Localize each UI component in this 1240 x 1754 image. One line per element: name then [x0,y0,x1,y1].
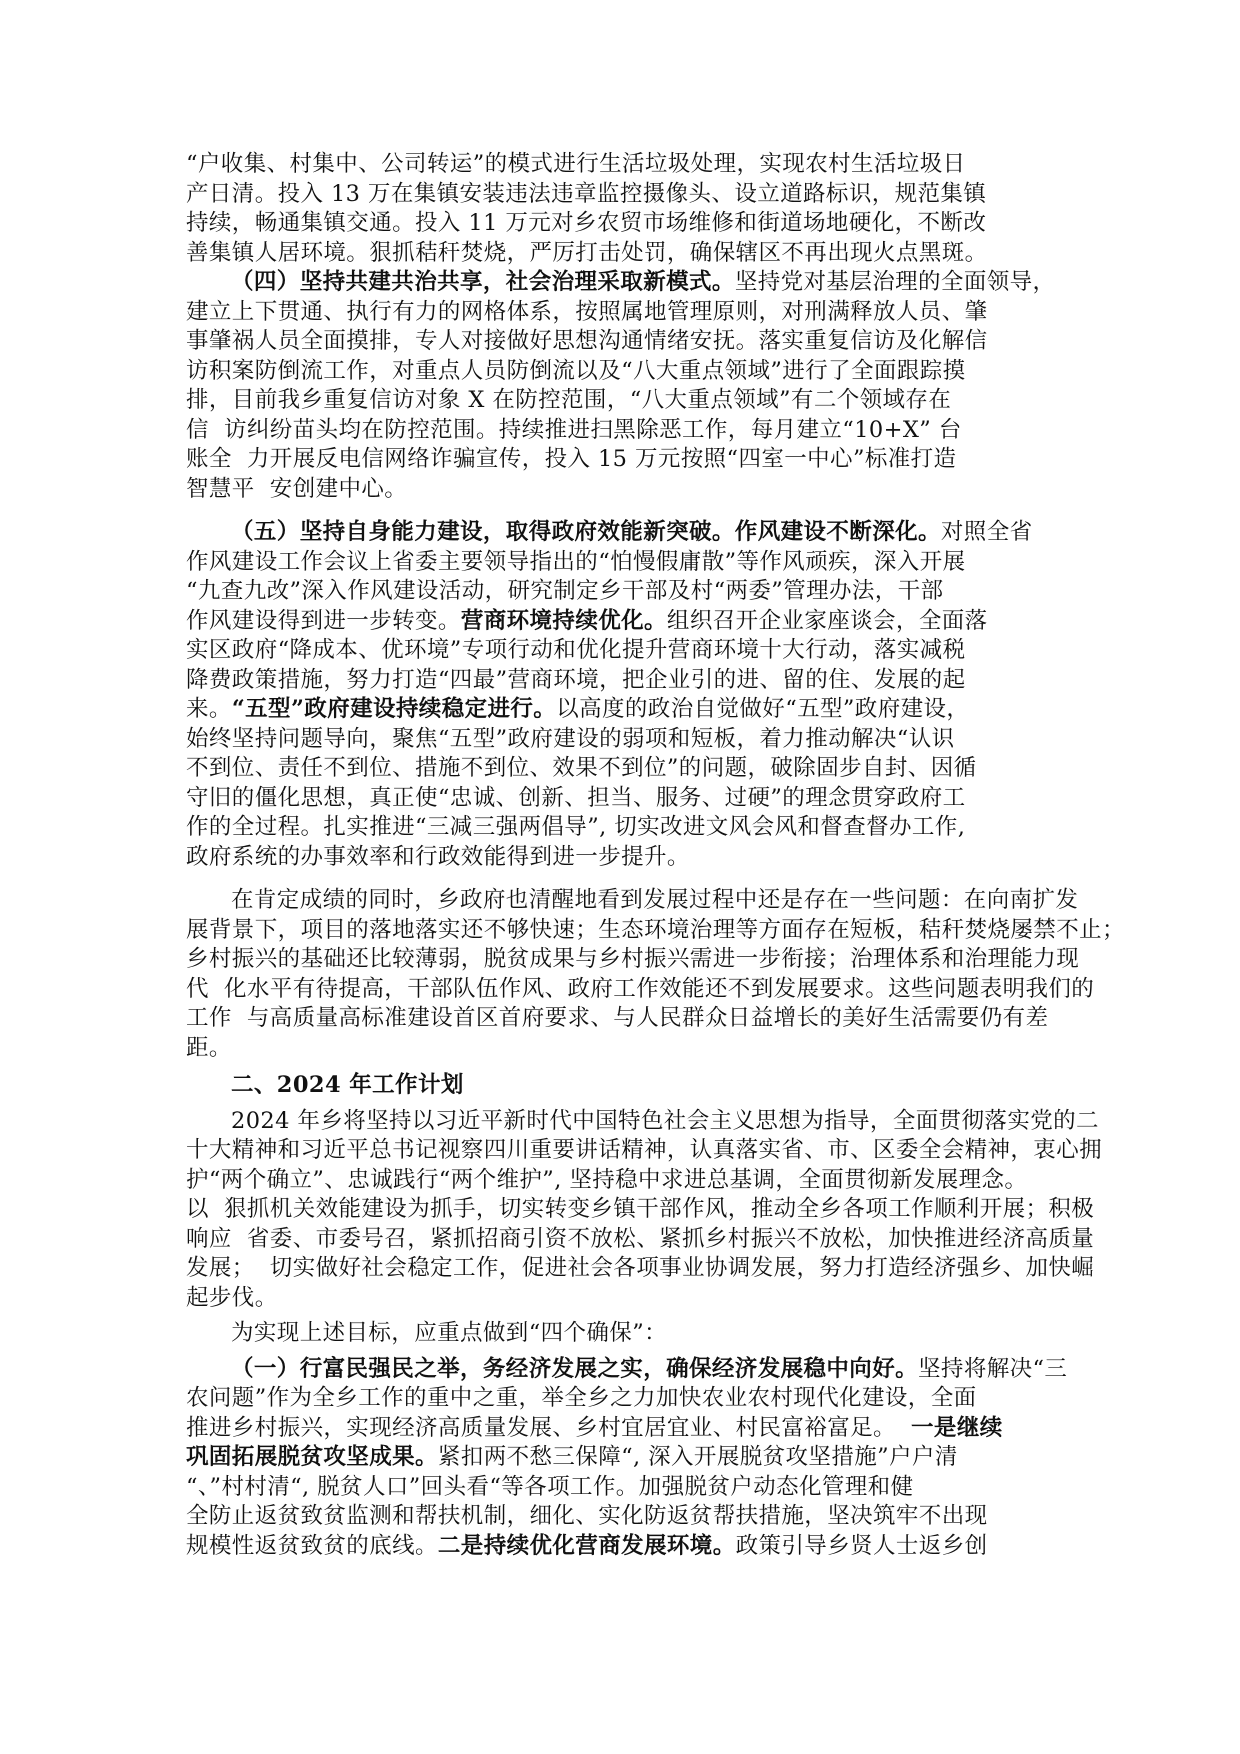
bold-phrase: 一是继续 [911,1414,1003,1441]
text-line: 展背景下，项目的落地落实还不够快速；生态环境治理等方面存在短板，秸秆焚烧屡禁不止； [186,916,1125,943]
text-line: 为实现上述目标，应重点做到“四个确保”： [231,1320,668,1346]
text-run: 政策引导乡贤人士返乡创 [735,1532,988,1559]
text-line: 护“两个确立”、忠诚践行“两个维护”, 坚持稳中求进总基调，全面贯彻新发展理念。 [186,1166,1028,1193]
text-line: “、”村村清“, 脱贫人口”回头看“等各项工作。加强脱贫户动态化管理和健 [186,1473,914,1500]
section-heading-4: （四）坚持共建共治共享，社会治理采取新模式。 [231,269,735,295]
text-line [186,607,1056,637]
text-line: 工作 与高质量高标准建设首区首府要求、与人民群众日益增长的美好生活需要仍有差 [186,1005,1049,1031]
section-heading-5: （五）坚持自身能力建设，取得政府效能新突破。作风建设不断深化。 [231,519,941,545]
text-line: 农问题”作为全乡工作的重中之重，举全乡之力加快农业农村现代化建设，全面 [186,1385,977,1411]
text-line: 政府系统的办事效率和行政效能得到进一步提升。 [186,843,690,870]
text-line: 乡村振兴的基础还比较薄弱，脱贫成果与乡村振兴需进一步衔接；治理体系和治理能力现 [186,946,1080,972]
text-line: 发展； 切实做好社会稳定工作，促进社会各项事业协调发展，努力打造经济强乡、加快崛 [186,1255,1095,1281]
text-line: 账全 力开展反电信网络诈骗宣传，投入 15 万元按照“四室一中心”标准打造 [186,446,957,472]
text-line [186,1443,1056,1473]
text-run: 规模性返贫致贫的底线。 [186,1532,438,1559]
text-line: 代 化水平有待提高，干部队伍作风、政府工作效能还不到发展要求。这些问题表明我们的 [186,975,1095,1002]
bold-phrase: 二是持续优化营商发展环境。 [437,1532,736,1559]
text-line: 实区政府“降成本、优环境”专项行动和优化提升营商环境十大行动，落实减税 [186,637,966,663]
text-line: 降费政策措施，努力打造“四最”营商环境，把企业引的进、留的住、发展的起 [186,666,966,693]
text-line: 访积案防倒流工作，对重点人员防倒流以及“八大重点领域”进行了全面跟踪摸 [186,357,966,384]
bold-phrase: “五型”政府建设持续稳定进行。 [231,696,557,722]
text-line: 不到位、责任不到位、措施不到位、效果不到位”的问题，破除固步自封、因循 [186,755,977,781]
text-run: 坚持将解决“三 [918,1355,1068,1382]
text-line [186,1355,1068,1385]
text-line: 持续，畅通集镇交通。投入 11 万元对乡农贸市场维修和街道场地硬化，不断改 [186,210,987,236]
text-line: 事肇祸人员全面摸排，专人对接做好思想沟通情绪安抚。落实重复信访及化解信 [186,328,988,354]
text-line: 距。 [186,1034,232,1061]
text-line: 2024 年乡将坚持以习近平新时代中国特色社会主义思想为指导，全面贯彻落实党的二 [231,1107,1099,1134]
paragraph-problems [186,886,1125,1063]
text-line: 起步伐。 [186,1284,278,1311]
paragraph-capacity-building [186,518,1056,872]
text-line: 响应 省委、市委号召，紧抓招商引资不放松、紧抓乡村振兴不放松，加快推进经济高质量 [186,1225,1095,1252]
paragraph-2024-guidance [186,1107,1103,1314]
text-line: 建立上下贯通、执行有力的网格体系，按照属地管理原则，对刑满释放人员、肇 [186,298,988,325]
text-run: 组织召开企业家座谈会，全面落 [666,607,988,634]
document-body [186,150,1125,1561]
paragraph-social-governance [186,268,1056,504]
text-run: 坚持党对基层治理的全面领导， [734,269,1056,295]
text-run: 以高度的政治自觉做好“五型”政府建设， [556,696,970,722]
paragraph-environment [186,150,1056,268]
text-line: 信 访纠纷苗头均在防控范围。持续推进扫黑除恶工作，每月建立“10+X” 台 [186,416,962,443]
text-line [186,695,1056,725]
bold-phrase: 营商环境持续优化。 [460,607,667,634]
text-run: 推进乡村振兴，实现经济高质量发展、乡村宜居宜业、村民富裕富足。 [186,1414,912,1441]
text-line: 始终坚持问题导向，聚焦“五型”政府建设的弱项和短板，着力推动解决“认识 [186,725,955,752]
text-line [186,1532,1056,1562]
text-line [186,1414,1056,1444]
paragraph-four-ensures [186,1319,1056,1349]
text-line: 作风建设工作会议上省委主要领导指出的“怕慢假庸散”等作风顽疾，深入开展 [186,548,966,575]
text-line: 排，目前我乡重复信访对象 X 在防控范围，“八大重点领域”有二个领域存在 [186,387,952,413]
text-line: 作的全过程。扎实推进“三减三强两倡导”, 切实改进文风会风和督查督办工作, [186,814,966,840]
text-line [186,518,1056,548]
text-line [186,268,1056,298]
text-line: 守旧的僵化思想，真正使“忠诚、创新、担当、服务、过硬”的理念贯穿政府工 [186,784,966,811]
text-run: 紧扣两不愁三保障“, 深入开展脱贫攻坚措施”户户清 [437,1444,958,1470]
text-line: 十大精神和习近平总书记视察四川重要讲话精神，认真落实省、市、区委全会精神，衷心拥 [186,1137,1103,1163]
text-line: 在肯定成绩的同时，乡政府也清醒地看到发展过程中还是存在一些问题：在向南扩发 [231,887,1079,913]
text-run: 作风建设得到进一步转变。 [186,607,461,634]
text-line: 智慧平 安创建中心。 [186,475,408,502]
paragraph-economic-development [186,1355,1068,1562]
text-line: “户收集、村集中、公司转运”的模式进行生活垃圾处理，实现农村生活垃圾日 [186,151,966,177]
section-heading-2024-plan: 二、2024 年工作计划 [231,1072,464,1098]
text-line: 产日清。投入 13 万在集镇安装违法违章监控摄像头、设立道路标识，规范集镇 [186,180,987,207]
section-heading-1: （一）行富民强民之举，务经济发展之实，确保经济发展稳中向好。 [231,1355,919,1382]
text-run: 来。 [186,696,232,722]
text-run: 对照全省 [940,519,1033,545]
bold-phrase: 巩固拓展脱贫攻坚成果。 [186,1444,438,1470]
text-line: 善集镇人居环境。狠抓秸秆焚烧，严厉打击处罚，确保辖区不再出现火点黑斑。 [186,239,988,266]
text-line: 以 狠抓机关效能建设为抓手，切实转变乡镇干部作风，推动全乡各项工作顺利开展；积极 [186,1196,1095,1222]
text-line: “九查九改”深入作风建设活动，研究制定乡干部及村“两委”管理办法，干部 [186,578,944,604]
text-line: 全防止返贫致贫监测和帮扶机制，细化、实化防返贫帮扶措施，坚决筑牢不出现 [186,1503,988,1529]
